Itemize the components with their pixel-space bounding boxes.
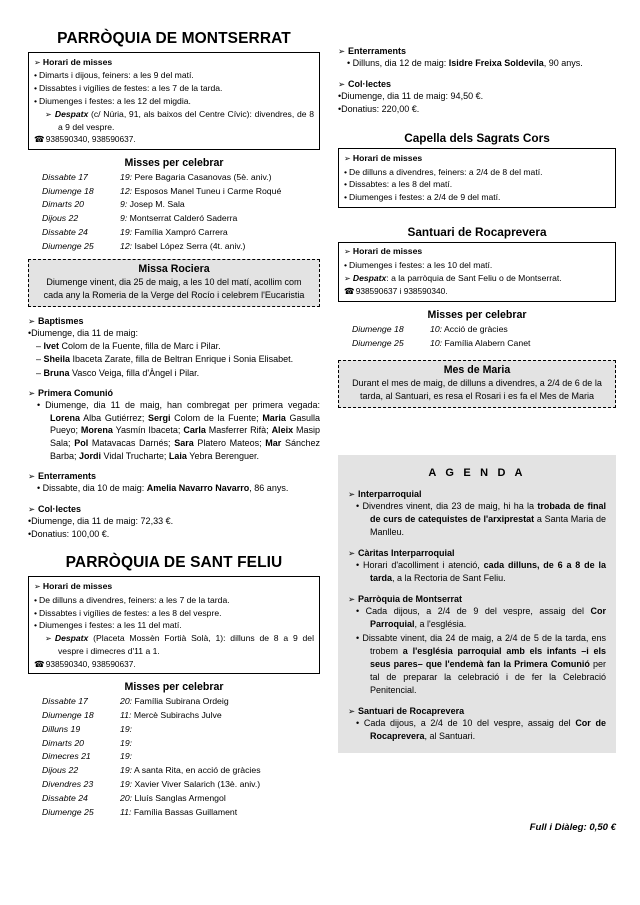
bullet-icon: • (34, 70, 38, 81)
agenda-blocks (348, 489, 606, 743)
agenda-block-heading: ➢ Santuari de Rocaprevera (348, 705, 465, 716)
schedule-item (344, 191, 610, 203)
heading-text: Horari de misses (352, 246, 423, 257)
mass-hour: 19: (120, 227, 133, 237)
schedule-item-text: De dilluns a divendres, feiners: a les 7 de la tarda. (39, 594, 230, 605)
arrow-marker-icon: ➢ (344, 153, 351, 163)
mass-hour: 19: (120, 765, 133, 776)
arrow-marker-icon: ➢ (338, 78, 346, 89)
heading-text: Baptismes (38, 316, 84, 327)
arrow-marker-icon: ➢ (344, 247, 351, 257)
montserrat-collectes-block (28, 504, 320, 541)
santfeliu-despatx (34, 632, 314, 658)
mes-de-maria-body: Durant el mes de maig, de dilluns a divendres, a 2/4 de 6 de la tarda, al Santuari, es resa el Rosari i es fa el Mes de Maria (352, 378, 602, 401)
mass-day: Dimarts 20 (42, 737, 84, 748)
section-title-sagrats-cors: Capella dels Sagrats Cors (404, 131, 550, 146)
table-row (28, 695, 320, 709)
section-title-rocaprevera: Santuari de Rocaprevera (407, 224, 547, 239)
mass-day: Divendres 23 (42, 778, 94, 789)
schedule-item-text: Diumenges i festes: a les 11 del matí. (39, 620, 182, 631)
baptisme-name (28, 353, 320, 366)
arrow-marker-icon: ➢ (34, 581, 41, 591)
heading-text: Enterraments (348, 46, 407, 56)
baptisme-detail: Ibaceta Zarate, filla de Beltran Enrique i Sonia Elisabet. (70, 354, 294, 365)
montserrat-schedule-box (28, 52, 320, 150)
bullet-icon: • (338, 90, 342, 101)
mass-day: Diumenge 18 (42, 185, 94, 196)
mes-de-maria-box (338, 360, 616, 408)
bullet-icon: • (34, 95, 38, 106)
right-column (338, 30, 616, 408)
agenda-block (348, 548, 606, 585)
santfeliu-enterraments-block (338, 46, 616, 70)
enterraments-heading (338, 46, 616, 56)
agenda-block (348, 489, 606, 539)
mass-day: Dissabte 24 (42, 792, 88, 803)
masses-table-body (28, 171, 320, 254)
heading-text: Horari de misses (42, 580, 113, 591)
bullet-icon: • (344, 260, 348, 271)
agenda-item: • Cada dijous, a 2/4 de 10 del vespre, assaig del Cor de Rocaprevera, al Santuari. (356, 717, 606, 741)
bullet-icon: • (28, 528, 32, 539)
schedule-item-text: De dilluns a divendres, feiners: a 2/4 de 8 del matí. (349, 166, 543, 177)
mass-day: Diumenge 25 (42, 806, 94, 817)
table-row (28, 778, 320, 792)
mass-intention: 12: Esposos Manel Tuneu i Carme Roqué (120, 185, 282, 196)
montserrat-schedule-heading (34, 56, 314, 69)
rocaprevera-masses-table (338, 323, 616, 351)
mass-hour: 19: (120, 737, 133, 748)
mass-day: Diumenge 18 (42, 710, 94, 721)
mass-intention: 20: Lluís Sanglas Armengol (120, 792, 226, 803)
mass-intention: 19: Pere Bagaria Casanovas (5è. aniv.) (120, 171, 272, 182)
sagrats-cors-schedule-heading (344, 152, 610, 165)
bullet-icon: • (347, 58, 351, 68)
mass-day: Dissabte 17 (42, 171, 88, 182)
arrow-marker-icon: ➢ (45, 634, 52, 644)
bullet-icon: • (344, 179, 348, 190)
schedule-item-text: Diumenges i festes: a les 12 del migdia. (39, 95, 191, 106)
table-row (28, 171, 320, 185)
dash-marker-icon: – (36, 354, 42, 365)
bullet-icon: • (356, 606, 360, 616)
mass-hour: 11: (120, 806, 132, 817)
heading-text: Col·lectes (348, 78, 392, 89)
despatx-text: : a la parròquia de Sant Feliu o de Montserrat. (386, 273, 562, 284)
comunio-heading (28, 388, 320, 398)
enterraments-text (28, 482, 320, 495)
baptisme-first-name: Bruna (43, 367, 70, 378)
baptisme-detail: Colom de la Fuente, filla de Marc i Pilar. (59, 341, 221, 352)
schedule-item-text: Dissabtes i vigílies de festes: a les 7 de la tarda. (39, 83, 223, 94)
mass-hour: 19: (120, 778, 133, 789)
table-row (28, 185, 320, 199)
mass-hour: 12: (120, 240, 133, 251)
mass-hour: 9: (120, 199, 128, 210)
collecta-text: Diumenge, dia 11 de maig: 72,33 €. (31, 515, 174, 526)
rocaprevera-masses-title: Misses per celebrar (427, 308, 527, 321)
schedule-item-text: Diumenges i festes: a les 10 del matí. (349, 260, 493, 271)
mass-hour: 11: (120, 710, 132, 721)
table-row (28, 792, 320, 806)
bullet-icon: • (338, 103, 342, 114)
enterraments-body: Dilluns, dia 12 de maig: Isidre Freixa Soldevila, 90 anys. (352, 58, 583, 68)
baptisme-first-name: Sheila (43, 354, 71, 365)
heading-text: Enterraments (38, 471, 97, 482)
arrow-marker-icon: ➢ (348, 705, 356, 716)
enterraments-heading (28, 471, 320, 481)
mass-hour: 19: (120, 723, 133, 734)
bullet-icon: • (28, 515, 32, 526)
mass-intention: 19: A santa Rita, en acció de gràcies (120, 765, 261, 776)
bullet-icon: • (37, 400, 41, 411)
phone-numbers: 938590637 i 938590340. (355, 286, 448, 297)
telephone-icon: ☎ (34, 134, 45, 145)
montserrat-despatx (34, 108, 314, 134)
baptisme-name (28, 367, 320, 380)
arrow-marker-icon: ➢ (28, 316, 36, 327)
mass-intention (118, 737, 320, 751)
despatx-text: (Placeta Mossèn Fortià Solà, 1): dilluns de 8 a 9 del vespre i dimecres d'11 a 1. (58, 633, 314, 657)
bullet-icon: • (356, 632, 360, 643)
telephone-icon: ☎ (34, 658, 45, 669)
mass-intention: 11: Família Bassas Guillament (120, 806, 238, 817)
mass-intention: 10: Acció de gràcies (430, 323, 508, 334)
santfeliu-schedule-box (28, 576, 320, 674)
mass-intention: 20: Família Subirana Ordeig (120, 696, 229, 707)
mass-intention: 11: Mercè Subirachs Julve (120, 710, 222, 721)
table-row (338, 323, 616, 337)
left-column (28, 30, 320, 819)
collecta-text: Donatius: 220,00 €. (341, 103, 420, 114)
table-row (28, 212, 320, 226)
masses-table-body (28, 695, 320, 819)
table-row (28, 764, 320, 778)
schedule-item-text: Dissabtes i vigílies de festes: a les 8 del vespre. (39, 607, 222, 618)
table-row (28, 750, 320, 764)
agenda-block-heading: ➢ Parròquia de Montserrat (348, 594, 463, 604)
enterraments-body: Dissabte, dia 10 de maig: Amelia Navarro Navarro, 86 anys. (42, 483, 289, 494)
mass-day: Dissabte 17 (42, 696, 88, 707)
table-row (28, 805, 320, 819)
schedule-item (34, 594, 314, 606)
agenda-item: • Horari d'acolliment i atenció, cada dilluns, de 6 a 8 de la tarda, a la Rectoria de Sant Feliu. (356, 560, 606, 583)
mass-day: Dissabte 24 (42, 227, 88, 237)
schedule-item (34, 607, 314, 619)
enterraments-text (338, 57, 616, 70)
collecta-item (28, 528, 320, 541)
baptisme-detail: Vasco Veiga, filla d'Àngel i Pilar. (69, 367, 200, 378)
comunio-body: Diumenge, dia 11 de maig, han combregat per primera vegada: Lorena Alba Gutiérrez; Sergi Colom de la Fuente; Maria Gasulla Pueyo; Morena Yasmín Ibaceta; Carla Masferrer Rifà; Aleix Masip Sala; Pol Matavacas Darnés; Sara Platero Mateos; Mar Sánchez Barba; Jordi Vidal Trucharte; Laia Yebra Berenguer. (45, 400, 320, 461)
mass-day: Dijous 22 (42, 765, 79, 776)
mass-day: Dimarts 20 (42, 199, 84, 210)
mass-intention: 9: Montserrat Calderó Saderra (120, 213, 238, 224)
mass-intention: 9: Josep M. Sala (120, 199, 185, 210)
baptismes-heading (28, 316, 320, 326)
schedule-item (34, 69, 314, 81)
montserrat-phones (34, 134, 314, 146)
sagrats-cors-schedule-box (338, 148, 616, 208)
table-row (28, 723, 320, 737)
schedule-item (34, 82, 314, 94)
montserrat-masses-title: Misses per celebrar (124, 156, 224, 169)
collecta-item (338, 90, 616, 103)
mass-intention: 19: Xavier Viver Salarich (13è. aniv.) (120, 778, 261, 789)
agenda-block-heading: ➢ Càritas Interparroquial (348, 548, 455, 558)
heading-text: Primera Comunió (38, 388, 114, 399)
bullet-icon: • (34, 594, 38, 605)
missa-rociera-body: Diumenge vinent, dia 25 de maig, a les 10 del matí, acollim com cada any la Romeria de la Verge del Rocío i celebrem l'Eucaristia (43, 277, 305, 300)
schedule-item (34, 95, 314, 107)
montserrat-comunio-block (28, 388, 320, 462)
arrow-marker-icon: ➢ (28, 503, 36, 514)
bullet-icon: • (344, 166, 348, 177)
heading-text: Horari de misses (352, 152, 423, 163)
page-title-sant-feliu: PARRÒQUIA DE SANT FELIU (65, 554, 283, 572)
bullet-icon: • (28, 328, 32, 339)
rocaprevera-schedule-heading (344, 245, 610, 258)
agenda-block-heading: ➢ Interparroquial (348, 489, 422, 499)
arrow-marker-icon: ➢ (34, 57, 41, 67)
despatx-text: (c/ Núria, 91, als baixos del Centre Cívic): divendres, de 8 a 9 del vespre. (58, 108, 314, 132)
heading-text: Col·lectes (38, 503, 82, 514)
schedule-item-text: Dissabtes: a les 8 del matí. (349, 179, 453, 190)
montserrat-baptismes-block (28, 316, 320, 379)
santfeliu-masses-table (28, 695, 320, 819)
baptisme-first-name: Ivet (43, 341, 60, 352)
mass-hour: 10: (430, 323, 443, 334)
table-row (28, 737, 320, 751)
heading-text: Horari de misses (42, 56, 113, 67)
santfeliu-schedule-heading (34, 580, 314, 593)
arrow-marker-icon: ➢ (45, 109, 52, 119)
table-row (28, 226, 320, 240)
agenda-title: A G E N D A (428, 467, 526, 479)
montserrat-enterraments-block (28, 471, 320, 495)
bullet-icon: • (37, 483, 41, 494)
rocaprevera-despatx (344, 272, 610, 285)
mass-hour: 20: (120, 792, 133, 803)
collectes-heading (338, 79, 616, 89)
schedule-item-text: Diumenges i festes: a 2/4 de 9 del matí. (349, 192, 501, 203)
missa-rociera-box (28, 259, 320, 307)
mass-intention (118, 750, 320, 764)
dash-marker-icon: – (36, 341, 42, 352)
table-row (28, 198, 320, 212)
mass-hour: 10: (430, 337, 443, 348)
bullet-icon: • (34, 620, 38, 631)
telephone-icon: ☎ (344, 286, 355, 297)
mass-hour: 12: (120, 185, 133, 196)
schedule-item (344, 259, 610, 271)
baptisme-name (28, 340, 320, 353)
baptismes-intro-text: Diumenge, dia 11 de maig: (31, 328, 139, 339)
rocaprevera-phones (344, 286, 610, 298)
phone-numbers: 938590340, 938590637. (45, 658, 136, 669)
mass-hour: 20: (120, 696, 133, 707)
despatx-label: Despatx (352, 273, 387, 284)
baptismes-intro (28, 327, 320, 340)
schedule-item (344, 166, 610, 178)
despatx-label: Despatx (54, 633, 89, 644)
mass-hour: 9: (120, 213, 128, 224)
phone-numbers: 938590340, 938590637. (45, 134, 136, 145)
bullet-icon: • (356, 717, 360, 728)
arrow-marker-icon: ➢ (348, 489, 356, 499)
santfeliu-collectes-block (338, 79, 616, 116)
page-title-montserrat: PARRÒQUIA DE MONTSERRAT (57, 30, 291, 47)
mes-de-maria-title: Mes de Maria (443, 364, 511, 377)
table-row (28, 709, 320, 723)
mass-intention (118, 723, 320, 737)
arrow-marker-icon: ➢ (338, 46, 346, 56)
mass-hour: 19: (120, 171, 133, 182)
masses-table-body (338, 323, 616, 351)
agenda-block (348, 706, 606, 743)
agenda-panel (338, 455, 616, 753)
mass-day: Diumenge 18 (352, 323, 404, 334)
missa-rociera-title: Missa Rociera (138, 263, 210, 276)
bullet-icon: • (356, 501, 360, 511)
collectes-heading (28, 504, 320, 514)
santfeliu-masses-title: Misses per celebrar (124, 681, 224, 694)
footer-price: Full i Diàleg: 0,50 € (529, 822, 616, 833)
arrow-marker-icon: ➢ (348, 594, 356, 604)
table-row (28, 240, 320, 254)
bullet-icon: • (344, 192, 348, 203)
mass-day: Diumenge 25 (352, 337, 404, 348)
mass-day: Dimecres 21 (42, 751, 91, 762)
arrow-marker-icon: ➢ (344, 274, 351, 284)
collecta-text: Donatius: 100,00 €. (31, 528, 110, 539)
agenda-item: • Dissabte vinent, dia 24 de maig, a 2/4 de 5 de la tarda, ens trobem a l'església parroquial amb els infants –i els seus pares– que l'endemà fan la Primera Comunió per tal de preparar la celebració i de fer la Celebració Penitencial. (356, 632, 606, 695)
schedule-item (34, 619, 314, 631)
arrow-marker-icon: ➢ (28, 471, 36, 482)
arrow-marker-icon: ➢ (348, 548, 356, 558)
santfeliu-phones (34, 659, 314, 671)
despatx-label: Despatx (54, 108, 89, 119)
schedule-item (344, 178, 610, 190)
table-row (338, 337, 616, 351)
mass-day: Dijous 22 (42, 213, 79, 224)
bullet-icon: • (34, 83, 38, 94)
bullet-icon: • (356, 560, 360, 570)
montserrat-masses-table (28, 171, 320, 254)
mass-hour: 19: (120, 751, 133, 762)
comunio-text (28, 399, 320, 462)
dash-marker-icon: – (36, 367, 42, 378)
collecta-item (338, 103, 616, 116)
mass-day: Dilluns 19 (42, 723, 81, 734)
mass-intention: 19: Família Xampró Carrera (120, 227, 228, 237)
rocaprevera-schedule-box (338, 242, 616, 302)
bullet-icon: • (34, 607, 38, 618)
schedule-item-text: Dimarts i dijous, feiners: a les 9 del matí. (39, 70, 194, 81)
collecta-text: Diumenge, dia 11 de maig: 94,50 €. (341, 90, 484, 101)
collecta-item (28, 515, 320, 528)
mass-intention: 12: Isabel López Serra (4t. aniv.) (120, 240, 246, 251)
agenda-block (348, 594, 606, 697)
agenda-item: • Cada dijous, a 2/4 de 9 del vespre, assaig del Cor Parroquial, a l'església. (356, 606, 606, 629)
mass-day: Diumenge 25 (42, 240, 94, 251)
mass-intention: 10: Família Alabern Canet (430, 337, 531, 348)
arrow-marker-icon: ➢ (28, 388, 36, 399)
agenda-item: • Divendres vinent, dia 23 de maig, hi ha la trobada de final de curs de catequistes de l'arxiprestat a Santa Maria de Manlleu. (356, 501, 607, 537)
